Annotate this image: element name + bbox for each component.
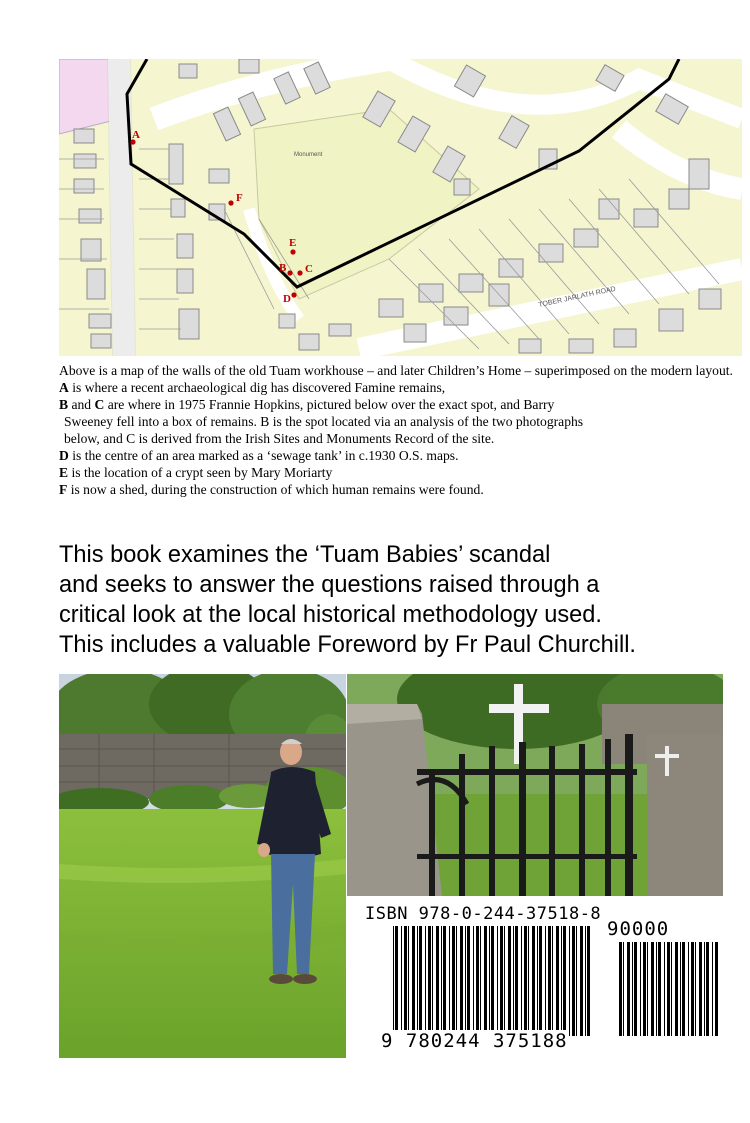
caption-e: E is the location of a crypt seen by Mary Moriarty xyxy=(59,465,333,480)
caption-bc-line2: Sweeney fell into a box of remains. B is the spot located via an analysis of the two photographs xyxy=(64,414,584,429)
caption-a: A is where a recent archaeological dig has discovered Famine remains, xyxy=(59,380,446,395)
caption-intro: Above is a map of the walls of the old Tuam workhouse – and later Children’s Home – superimposed on the modern layout. xyxy=(59,363,733,378)
caption-d: D is the centre of an area marked as a ‘sewage tank’ in c.1930 O.S. maps. xyxy=(59,448,459,463)
photo-man-in-garden xyxy=(59,674,346,1058)
barcode-number: 9 780244 375188 xyxy=(381,1030,568,1052)
map-label-c: C xyxy=(305,263,313,275)
caption-bc: B and C are where in 1975 Frannie Hopkins, pictured below over the exact spot, and Barry xyxy=(59,397,555,412)
site-map xyxy=(59,59,742,356)
map-caption xyxy=(59,362,743,498)
blurb-line-3: critical look at the local historical methodology used. xyxy=(59,602,602,628)
caption-f: F is now a shed, during the construction of which human remains were found. xyxy=(59,482,484,497)
map-label-road: TOBER JARLATH ROAD xyxy=(537,285,617,309)
price-code: 90000 xyxy=(607,918,670,940)
blurb-line-1: This book examines the ‘Tuam Babies’ scandal xyxy=(59,542,551,568)
map-drawing xyxy=(59,59,742,356)
map-label-a: A xyxy=(132,129,140,141)
book-blurb xyxy=(59,540,749,660)
isbn-text: ISBN 978-0-244-37518-8 xyxy=(365,904,602,924)
blurb-line-4: This includes a valuable Foreword by Fr Paul Churchill. xyxy=(59,632,636,658)
map-label-e: E xyxy=(289,237,297,249)
map-label-d: D xyxy=(283,293,291,305)
blurb-line-2: and seeks to answer the questions raised through a xyxy=(59,572,600,598)
map-label-monument: Monument xyxy=(294,152,323,158)
photo-gate-and-cross xyxy=(347,674,723,896)
caption-bc-line3: below, and C is derived from the Irish Sites and Monuments Record of the site. xyxy=(64,431,495,446)
map-label-b: B xyxy=(279,262,287,274)
map-label-f: F xyxy=(236,192,243,204)
barcode-block xyxy=(347,896,723,1058)
